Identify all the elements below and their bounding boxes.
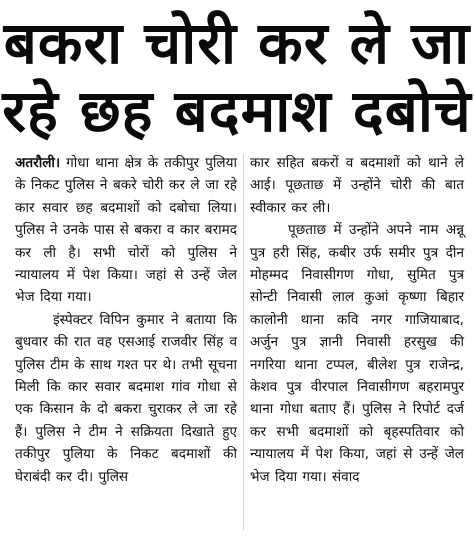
headline-line-2: रहे छह बदमाश दबोचे bbox=[2, 77, 472, 145]
article-paragraph-1-text: गोधा थाना क्षेत्र के तकीपुर पुलिया के निकट पुलिस ने बकरे चोरी कर ले जा रहे कार सवार छह बदमाशों को दबोचा लिया। पुलिस ने उनके पास से बकरा व कार बरामद कर ली है। सभी चोरों को पुलिस ने न्यायालय में पेश किया। जहां से उन्हें जेल भेज दिया गया। bbox=[15, 155, 237, 306]
article-paragraph-1 bbox=[15, 152, 237, 309]
article-right-column bbox=[250, 152, 464, 488]
article-paragraph-4: पूछताछ में उन्होंने अपने नाम अन्नू पुत्र हरी सिंह, कबीर उर्फ समीर पुत्र दीन मोहम्मद निवासीगण गोधा, सुमित पुत्र सोन्टी निवासी लाल कुआं कृष्णा बिहार कालोनी थाना कवि नगर गाजियाबाद, अर्जुन पुत्र ज्ञानी निवासी हरसुख की नगरिया थाना टप्पल, बीलेश पुत्र राजेन्द्र, केशव पुत्र वीरपाल निवासीगण बहरामपुर थाना गोधा बताए हैं। पुलिस ने रिपोर्ट दर्ज कर सभी बदमाशों को बृहस्पतिवार को न्यायालय में पेश किया, जहां से उन्हें जेल भेज दिया गया। संवाद bbox=[250, 222, 464, 485]
article-paragraph-3: कार सहित बकरों व बदमाशों को थाने ले आई। पूछताछ में उन्होंने चोरी की बात स्वीकार कर ली। bbox=[250, 155, 464, 216]
column-divider bbox=[243, 154, 244, 530]
dateline: अतरौली। bbox=[15, 155, 61, 171]
article-paragraph-2: इंस्पेक्टर विपिन कुमार ने बताया कि बुधवार की रात वह एसआई राजवीर सिंह व पुलिस टीम के साथ गश्त पर थे। तभी सूचना मिली कि कार सवार बदमाश गांव गोधा से एक किसान के दो बकरा चुराकर ले जा रहे हैं। पुलिस ने टीम ने सक्रियता दिखाते हुए तकीपुर पुलिया के निकट बदमाशों की घेराबंदी कर दी। पुलिस bbox=[15, 311, 237, 485]
headline-line-1: बकरा चोरी कर ले जा bbox=[3, 9, 471, 77]
article-left-column bbox=[15, 152, 237, 488]
